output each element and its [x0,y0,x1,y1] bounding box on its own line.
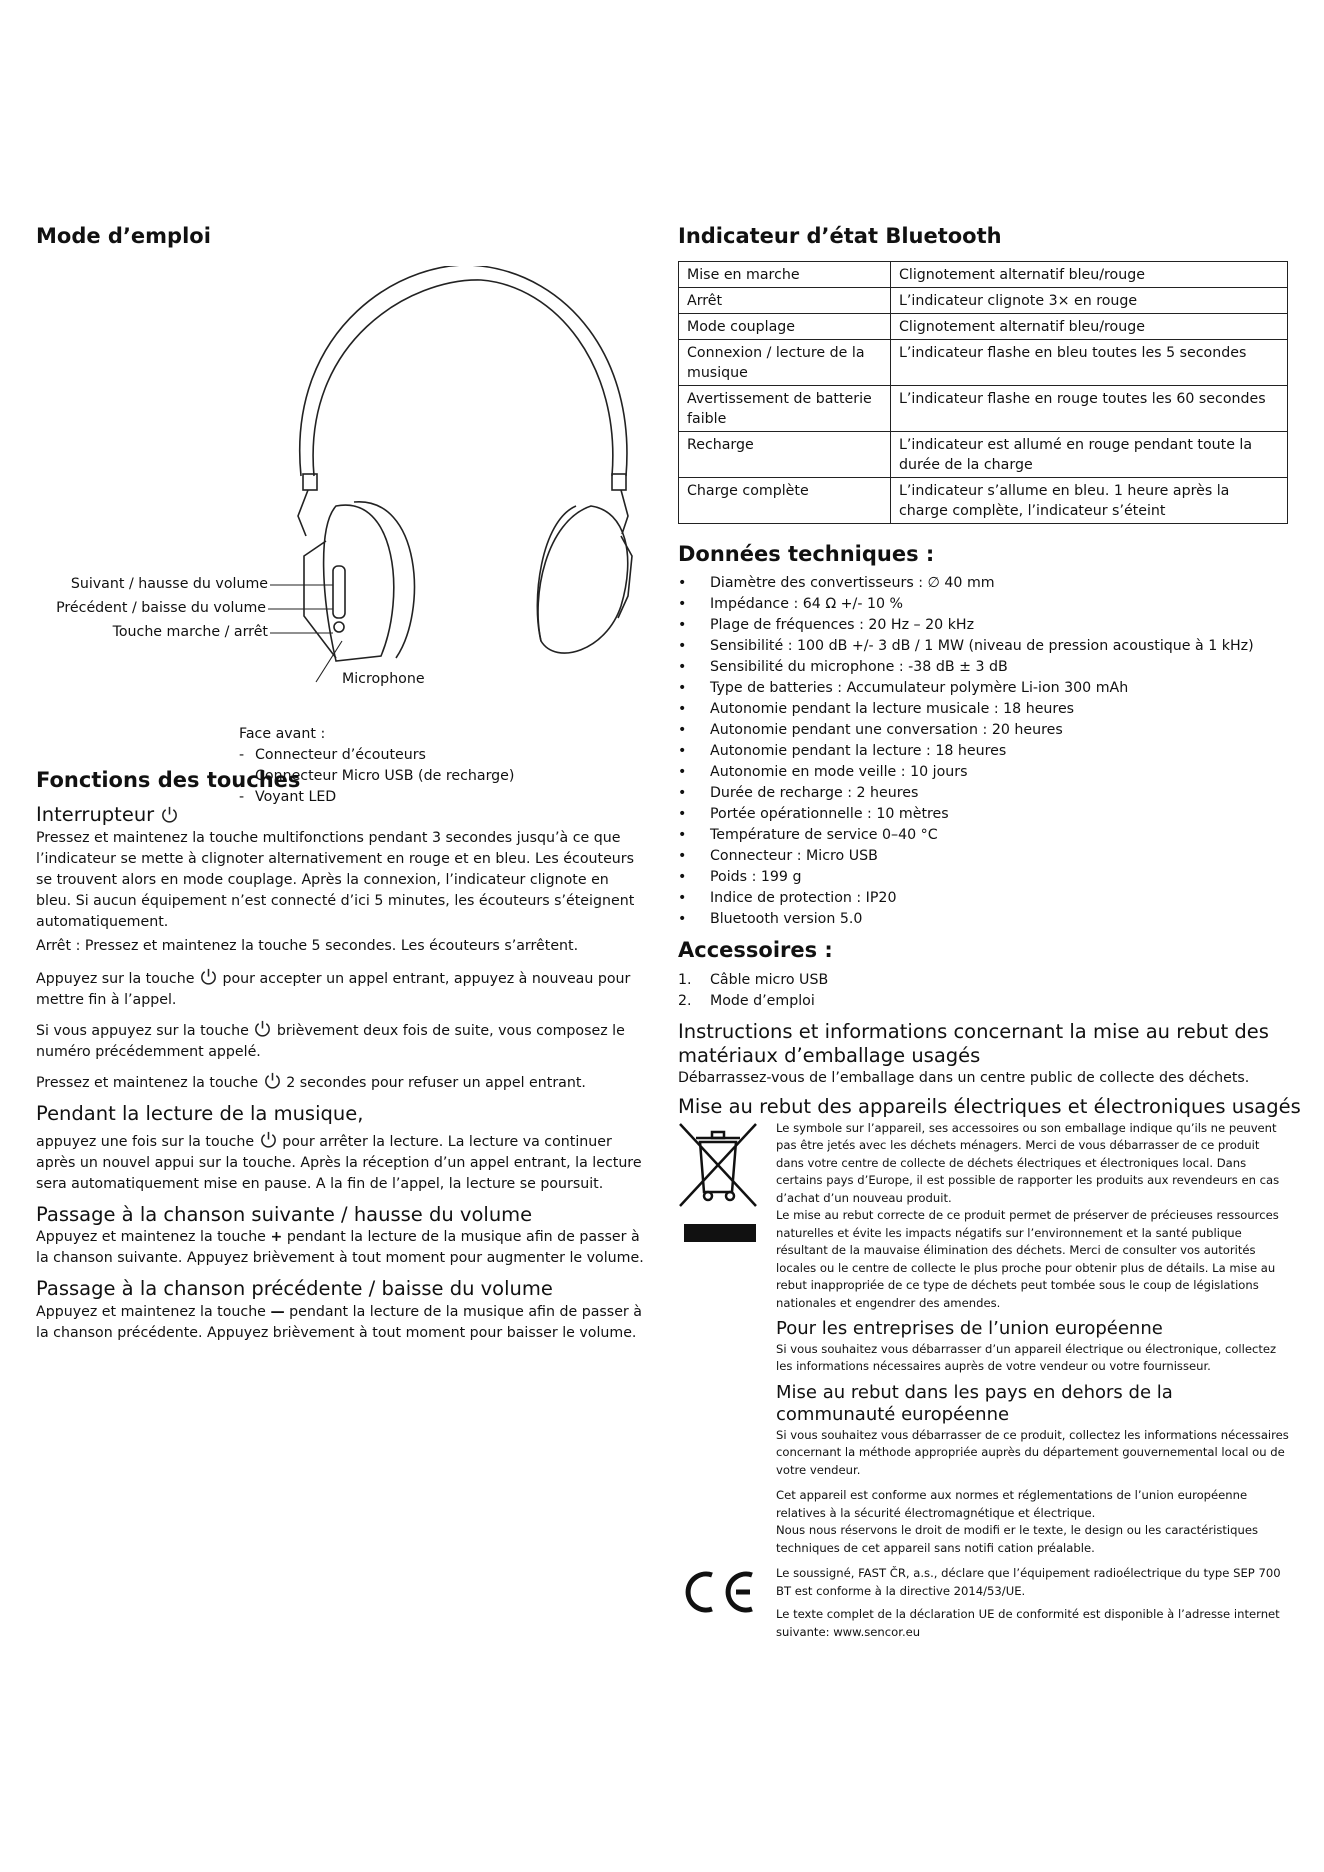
call-reject-a: Pressez et maintenez la touche [36,1074,259,1091]
accessories-title: Accessoires : [678,938,833,963]
front-face-item: - Connecteur d’écouteurs [239,745,514,766]
conformity-paragraph-2: Nous nous réservons le droit de modifi er le texte, le design ou les caractéristiques techniques de cet appareil sans notifi cation préalable. [776,1523,1259,1555]
tech-list [678,573,1290,930]
ce-mark-icon [678,1569,758,1615]
ce-block [678,1565,1290,1641]
list-item: • Indice de protection : IP20 [678,888,1290,909]
callout-prev: Précédent / baisse du volume [56,600,266,616]
list-item: • Sensibilité : 100 dB +/- 3 dB / 1 MW (niveau de pression acoustique à 1 kHz) [678,636,1290,657]
list-number: 1. [678,971,692,988]
state-cell: Charge complète [679,478,891,524]
list-item: • Durée de recharge : 2 heures [678,783,1290,804]
indicator-cell: L’indicateur est allumé en rouge pendant toute la durée de la charge [891,432,1288,478]
callout-next: Suivant / hausse du volume [70,576,268,592]
list-item: • Température de service 0–40 °C [678,825,1290,846]
callout-power: Touche marche / arrêt [112,624,268,640]
front-face-item: - Voyant LED [239,787,514,808]
indicator-cell: L’indicateur flashe en rouge toutes les 60 secondes [891,386,1288,432]
packaging-paragraph: Débarrassez-vous de l’emballage dans un centre public de collecte des déchets. [678,1070,1250,1087]
switch-paragraph: Pressez et maintenez la touche multifonctions pendant 3 secondes jusqu’à ce que l’indicateur se mette à clignoter alternativement en rouge et en bleu. Les écouteurs se trouvent alors en mode couplage. Après la connexion, l’indicateur clignote en bleu. Si aucun équipement n’est connecté d’ici 5 minutes, les écouteurs s’éteignent automatiquement. [36,829,635,930]
indicator-cell: Clignotement alternatif bleu/rouge [891,262,1288,288]
table-row [679,386,1288,432]
indicator-cell: L’indicateur clignote 3× en rouge [891,288,1288,314]
weee-title: Mise au rebut des appareils électriques et électroniques usagés [678,1095,1301,1119]
call-reject-paragraph [36,1071,644,1094]
list-item [678,970,1290,991]
list-item: • Sensibilité du microphone : -38 dB ± 3 dB [678,657,1290,678]
table-row [679,478,1288,524]
call-redial-b: brièvement deux fois de suite, vous composez le numéro précédemment appelé. [36,1022,625,1060]
front-face-title: Face avant : [239,726,326,742]
list-item: • Autonomie en mode veille : 10 jours [678,762,1290,783]
switch-off-paragraph: Arrêt : Pressez et maintenez la touche 5 secondes. Les écouteurs s’arrêtent. [36,937,579,954]
list-text: Câble micro USB [710,971,829,988]
conformity-paragraph-1: Cet appareil est conforme aux normes et réglementations de l’union européenne relatives à la sécurité électromagnétique et électrique. [776,1488,1248,1520]
music-paragraph [36,1130,644,1195]
tech-title: Données techniques : [678,542,935,567]
power-icon [253,1019,272,1038]
next-paragraph-b: pendant la lecture de la musique afin de passer à la chanson suivante. Appuyez brièvement à tout moment pour augmenter le volume. [36,1229,644,1267]
state-cell: Connexion / lecture de la musique [679,340,891,386]
minus-symbol: — [270,1303,285,1320]
indicator-cell: L’indicateur flashe en bleu toutes les 5 secondes [891,340,1288,386]
list-item: • Bluetooth version 5.0 [678,909,1290,930]
headphones-illustration [36,266,644,736]
callout-mic: Microphone [342,671,425,687]
eu-title: Pour les entreprises de l’union européenne [776,1318,1163,1340]
headphones-diagram [36,266,644,805]
list-text: Mode d’emploi [710,992,815,1009]
next-paragraph [36,1227,644,1269]
call-accept-a: Appuyez sur la touche [36,970,195,987]
eu-paragraph: Si vous souhaitez vous débarrasser d’un appareil électrique ou électronique, collectez les informations nécessaires auprès de votre vendeur ou votre fournisseur. [776,1341,1277,1374]
power-icon [263,1071,282,1090]
list-item: • Portée opérationnelle : 10 mètres [678,804,1290,825]
list-item: • Impédance : 64 Ω +/- 10 % [678,594,1290,615]
ce-paragraph-1: Le soussigné, FAST ČR, a.s., déclare que l’équipement radioélectrique du type SEP 700 BT est conforme à la directive 2014/53/UE. [776,1566,1281,1598]
weee-bin-icon [678,1120,758,1249]
prev-paragraph [36,1302,644,1344]
music-paragraph-a: appuyez une fois sur la touche [36,1133,255,1150]
call-accept-b: pour accepter un appel entrant, appuyez à nouveau pour mettre fin à l’appel. [36,970,631,1008]
call-redial-a: Si vous appuyez sur la touche [36,1022,249,1039]
weee-section [678,1120,1290,1642]
table-row [679,340,1288,386]
switch-title-text: Interrupteur [36,803,155,827]
power-icon [259,1130,278,1149]
switch-title [36,803,644,827]
next-paragraph-a: Appuyez et maintenez la touche [36,1229,266,1246]
indicator-cell: L’indicateur s’allume en bleu. 1 heure après la charge complète, l’indicateur s’éteint [891,478,1288,524]
list-item: • Diamètre des convertisseurs : ∅ 40 mm [678,573,1290,594]
list-item: • Poids : 199 g [678,867,1290,888]
prev-title: Passage à la chanson précédente / baisse du volume [36,1277,553,1301]
power-icon [160,805,179,824]
state-cell: Mode couplage [679,314,891,340]
functions-section [36,768,644,1344]
non-eu-paragraph: Si vous souhaitez vous débarrasser de ce produit, collectez les informations nécessaires concernant la méthode appropriée auprès du département gouvernemental local ou de votre vendeur. [776,1427,1289,1477]
functions-title: Fonctions des touches [36,768,301,792]
weee-paragraph-1: Le symbole sur l’appareil, ses accessoires ou son emballage indique qu’ils ne peuvent pas être jetés avec les déchets ménagers. Merci de vous débarrasser de ce produit dans votre centre de collecte de déchets électriques et électroniques local. Dans certains pays d’Europe, il est possible de rapporter les produits aux revendeurs en cas d’achat d’un nouveau produit. [776,1120,1280,1205]
list-number: 2. [678,992,692,1009]
table-row [679,262,1288,288]
list-item: • Type de batteries : Accumulateur polymère Li-ion 300 mAh [678,678,1290,699]
list-item: • Autonomie pendant la lecture musicale : 18 heures [678,699,1290,720]
state-cell: Recharge [679,432,891,478]
list-item: • Plage de fréquences : 20 Hz – 20 kHz [678,615,1290,636]
next-title: Passage à la chanson suivante / hausse du volume [36,1202,533,1226]
music-paragraph-b: pour arrêter la lecture. La lecture va continuer après un nouvel appui sur la touche. Après la réception d’un appel entrant, la lecture sera automatiquement mise en pause. A la fin de l’appel, la lecture se poursuit. [36,1133,642,1192]
ce-paragraph-2: Le texte complet de la déclaration UE de conformité est disponible à l’adresse internet suivante: www.sencor.eu [776,1607,1280,1639]
list-item: • Autonomie pendant une conversation : 20 heures [678,720,1290,741]
list-item [678,991,1290,1012]
call-redial-paragraph [36,1019,644,1063]
packaging-title: Instructions et informations concernant la mise au rebut des matériaux d’emballage usagés [678,1019,1269,1067]
call-accept-paragraph [36,967,644,1011]
non-eu-title: Mise au rebut dans les pays en dehors de la communauté européenne [776,1381,1173,1426]
accessories-list [678,970,1290,1012]
table-row [679,288,1288,314]
prev-paragraph-b: pendant la lecture de la musique afin de passer à la chanson précédente. Appuyez brièvement à tout moment pour baisser le volume. [36,1303,642,1341]
state-cell: Avertissement de batterie faible [679,386,891,432]
prev-paragraph-a: Appuyez et maintenez la touche [36,1303,266,1320]
mode-title: Mode d’emploi [36,224,211,248]
state-cell: Arrêt [679,288,891,314]
indicator-cell: Clignotement alternatif bleu/rouge [891,314,1288,340]
call-reject-b: 2 secondes pour refuser un appel entrant. [286,1074,586,1091]
plus-symbol: + [270,1229,283,1246]
weee-paragraph-2: Le mise au rebut correcte de ce produit permet de préserver de précieuses ressources naturelles et évite les impacts négatifs sur l’environnement et la santé publique résultant de la mauvaise élimination des déchets. Merci de consulter vos autorités locales ou le centre de collecte le plus proche pour obtenir plus de détails. La mise au rebut inappropriée de ce type de déchets peut tombée sous le coup de législations nationales et engendrer des amendes. [776,1208,1279,1310]
music-title: Pendant la lecture de la musique, [36,1101,364,1125]
bt-title: Indicateur d’état Bluetooth [678,224,1002,248]
right-column [678,220,1301,1641]
list-item: • Connecteur : Micro USB [678,846,1290,867]
table-row [679,314,1288,340]
table-row [679,432,1288,478]
bt-status-table [678,261,1288,524]
state-cell: Mise en marche [679,262,891,288]
power-icon [199,967,218,986]
front-face-item: - Connecteur Micro USB (de recharge) [239,766,514,787]
list-item: • Autonomie pendant la lecture : 18 heures [678,741,1290,762]
